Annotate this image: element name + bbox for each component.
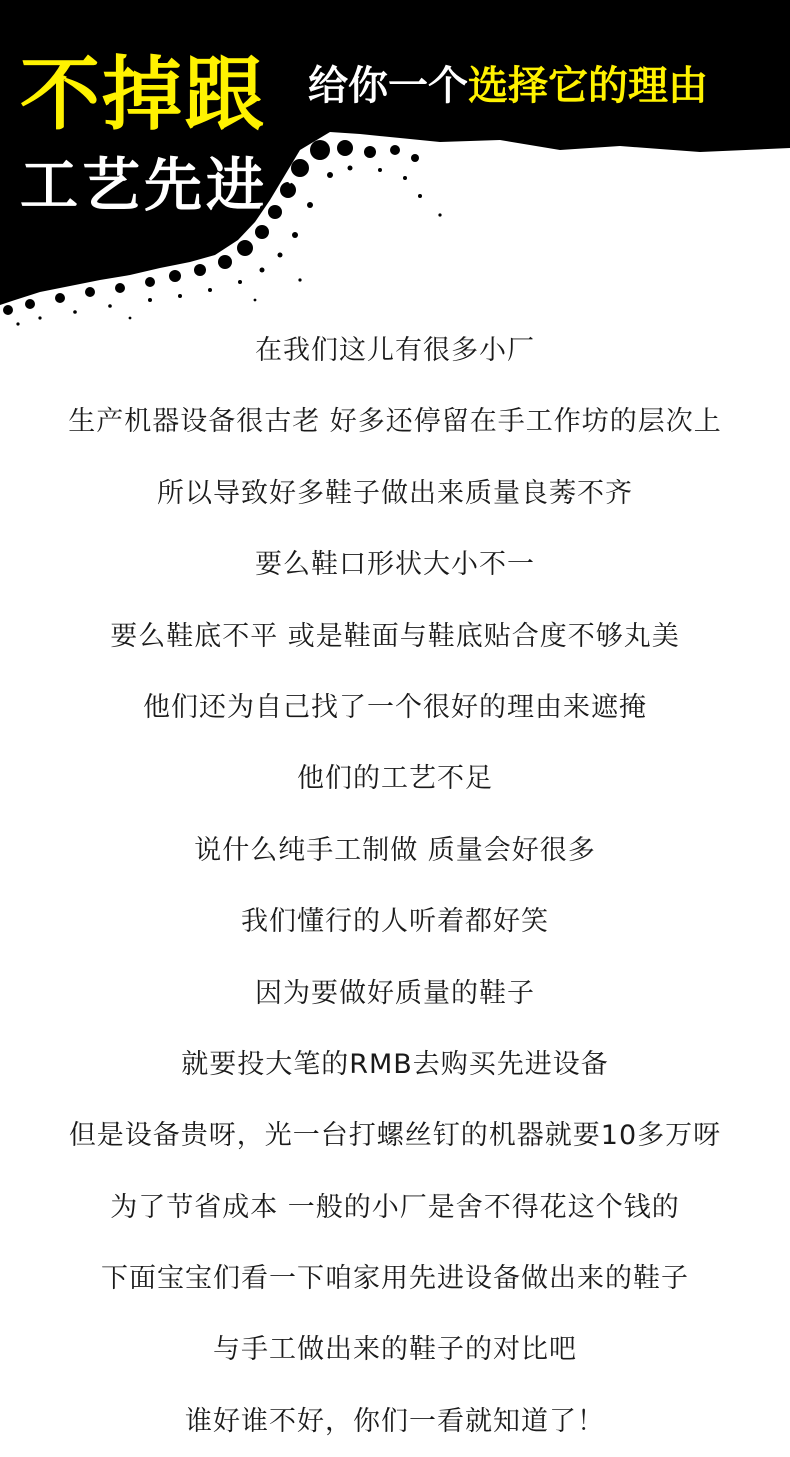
text-line: 说什么纯手工制做 质量会好很多 <box>194 834 596 866</box>
text-line: 要么鞋底不平 或是鞋面与鞋底贴合度不够丸美 <box>110 620 680 652</box>
slogan <box>308 58 708 114</box>
text-line: 为了节省成本 一般的小厂是舍不得花这个钱的 <box>110 1191 680 1223</box>
text-line: 因为要做好质量的鞋子 <box>255 977 535 1009</box>
text-line: 所以导致好多鞋子做出来质量良莠不齐 <box>157 477 633 509</box>
headline-subtitle: 工艺先进 <box>20 151 269 219</box>
text-line: 我们懂行的人听着都好笑 <box>241 906 549 938</box>
text-line: 与手工做出来的鞋子的对比吧 <box>213 1334 577 1366</box>
text-line: 下面宝宝们看一下咱家用先进设备做出来的鞋子 <box>101 1263 689 1295</box>
text-line: 就要投大笔的RMB去购买先进设备 <box>181 1048 609 1080</box>
text-line: 要么鞋口形状大小不一 <box>255 549 535 581</box>
text-line: 他们的工艺不足 <box>297 763 493 795</box>
text-line: 但是设备贵呀，光一台打螺丝钉的机器就要10多万呀 <box>68 1120 722 1152</box>
slogan-white-part: 给你一个 <box>308 63 468 109</box>
text-line: 在我们这儿有很多小厂 <box>255 335 535 366</box>
body-text <box>0 315 790 1457</box>
text-line: 生产机器设备很古老 好多还停留在手工作坊的层次上 <box>68 406 722 438</box>
text-line: 谁好谁不好，你们一看就知道了！ <box>185 1405 605 1437</box>
slogan-yellow-part: 选择它的理由 <box>468 63 708 109</box>
text-line: 他们还为自己找了一个很好的理由来遮掩 <box>143 691 647 723</box>
header-banner <box>0 0 790 330</box>
headline-title: 不掉跟 <box>20 48 266 141</box>
